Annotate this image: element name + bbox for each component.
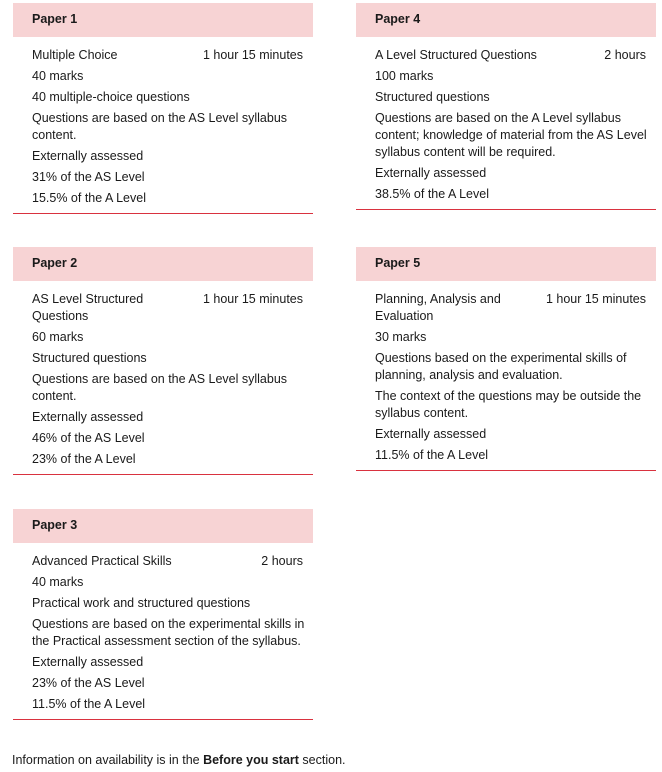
paper-details [13,543,313,720]
paper-title: Paper 2 [13,247,313,281]
paper-detail-line: The context of the questions may be outside the syllabus content. [375,389,642,420]
paper-card [13,3,313,214]
paper-duration: 1 hour 15 minutes [202,292,303,306]
paper-card [356,247,656,471]
paper-detail-line: Practical work and structured questions [32,596,251,610]
paper-detail-line: 23% of the A Level [32,452,136,466]
paper-detail-line: Externally assessed [32,655,144,669]
paper-detail-line: 40 multiple-choice questions [32,90,190,104]
paper-detail-line: 38.5% of the A Level [375,187,489,201]
paper-detail-line: 31% of the AS Level [32,170,145,184]
paper-detail-line: 40 marks [32,575,84,589]
paper-details [13,37,313,214]
paper-summary-row [375,47,656,64]
paper-summary-row [32,47,313,64]
paper-duration: 2 hours [604,48,646,62]
paper-detail-line: 30 marks [375,330,427,344]
paper-detail-line: Questions are based on the A Level syllabus content; knowledge of material from the AS Level syllabus content will be required. [375,111,647,159]
paper-duration: 2 hours [261,554,303,568]
paper-description: Multiple Choice [32,48,118,62]
paper-summary-row [32,291,313,325]
paper-summary-row [32,553,313,570]
paper-detail-line: Structured questions [32,351,147,365]
paper-title: Paper 5 [356,247,656,281]
paper-detail-line: Questions based on the experimental skills of planning, analysis and evaluation. [375,351,627,382]
paper-detail-line: Externally assessed [375,166,487,180]
availability-note-prefix: Information on availability is in the [12,753,204,767]
paper-card [356,3,656,210]
paper-title: Paper 1 [13,3,313,37]
paper-description: Planning, Analysis and Evaluation [375,292,501,323]
paper-detail-line: Questions are based on the experimental skills in the Practical assessment section of the syllabus. [32,617,305,648]
paper-detail-line: 11.5% of the A Level [32,697,146,711]
paper-detail-line: Externally assessed [32,149,144,163]
paper-title: Paper 3 [13,509,313,543]
paper-detail-line: Questions are based on the AS Level syllabus content. [32,111,288,142]
paper-detail-line: Externally assessed [32,410,144,424]
availability-note-suffix: section. [298,753,346,767]
paper-detail-line: Structured questions [375,90,490,104]
paper-detail-line: 23% of the AS Level [32,676,145,690]
paper-details [13,281,313,475]
paper-detail-line: Questions are based on the AS Level syllabus content. [32,372,288,403]
paper-description: AS Level Structured Questions [32,292,144,323]
paper-description: Advanced Practical Skills [32,554,172,568]
before-you-start-reference: Before you start [203,753,299,767]
paper-duration: 1 hour 15 minutes [545,292,646,306]
paper-details [356,37,656,210]
paper-title: Paper 4 [356,3,656,37]
paper-detail-line: 100 marks [375,69,434,83]
paper-detail-line: 46% of the AS Level [32,431,145,445]
paper-card [13,509,313,720]
paper-duration: 1 hour 15 minutes [202,48,303,62]
paper-description: A Level Structured Questions [375,48,537,62]
paper-card [13,247,313,475]
availability-note [12,753,346,767]
paper-details [356,281,656,471]
paper-detail-line: Externally assessed [375,427,487,441]
paper-detail-line: 40 marks [32,69,84,83]
paper-summary-row [375,291,656,325]
paper-detail-line: 60 marks [32,330,84,344]
paper-detail-line: 11.5% of the A Level [375,448,489,462]
paper-detail-line: 15.5% of the A Level [32,191,146,205]
